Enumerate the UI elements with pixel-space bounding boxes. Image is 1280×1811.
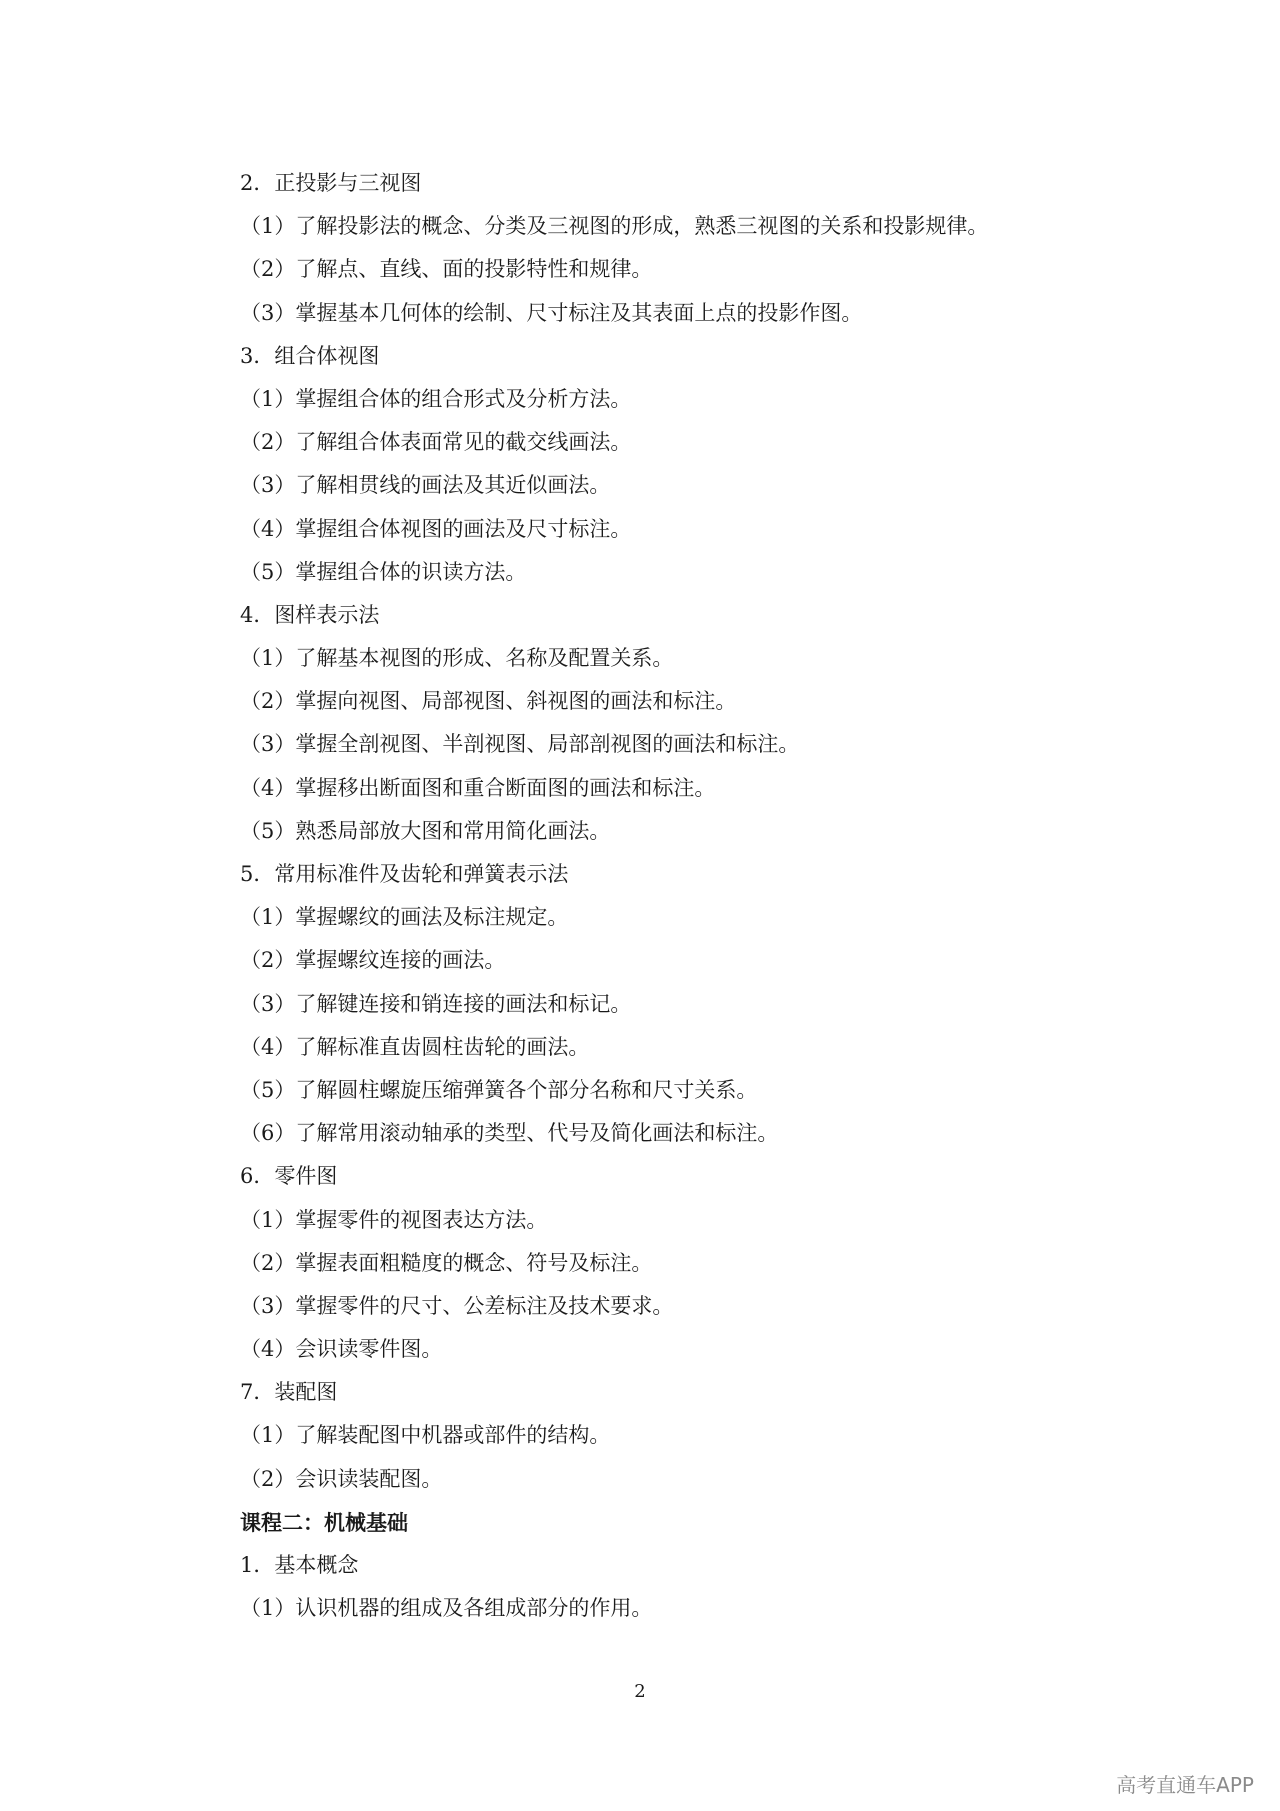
- page-number: 2: [634, 1681, 646, 1702]
- list-item: （1）了解投影法的概念、分类及三视图的形成，熟悉三视图的关系和投影规律。: [240, 214, 989, 239]
- list-item: （6）了解常用滚动轴承的类型、代号及简化画法和标注。: [240, 1121, 779, 1146]
- list-item: （1）掌握螺纹的画法及标注规定。: [240, 905, 569, 930]
- watermark-text: 高考直通车APP: [1116, 1773, 1254, 1797]
- list-item: （5）熟悉局部放大图和常用简化画法。: [240, 818, 611, 843]
- list-item: （2）了解点、直线、面的投影特性和规律。: [240, 257, 653, 282]
- list-item: （2）了解组合体表面常见的截交线画法。: [240, 430, 632, 455]
- page-content: [240, 162, 1100, 1630]
- list-item: （1）掌握零件的视图表达方法。: [240, 1207, 548, 1232]
- course-title: 课程二：机械基础: [240, 1509, 408, 1535]
- section-heading: 4．图样表示法: [240, 602, 380, 627]
- section-heading: 2．正投影与三视图: [240, 171, 422, 195]
- list-item: （2）掌握向视图、局部视图、斜视图的画法和标注。: [240, 689, 737, 714]
- list-item: （4）掌握组合体视图的画法及尺寸标注。: [240, 516, 632, 541]
- list-item: （2）掌握表面粗糙度的概念、符号及标注。: [240, 1250, 653, 1275]
- list-item: （4）掌握移出断面图和重合断面图的画法和标注。: [240, 775, 716, 800]
- list-item: （1）了解装配图中机器或部件的结构。: [240, 1423, 611, 1448]
- list-item: （1）掌握组合体的组合形式及分析方法。: [240, 386, 632, 411]
- list-item: （5）掌握组合体的识读方法。: [240, 559, 527, 584]
- list-item: （1）认识机器的组成及各组成部分的作用。: [240, 1596, 653, 1621]
- section-heading: 7．装配图: [240, 1380, 338, 1405]
- list-item: （2）会识读装配图。: [240, 1466, 443, 1491]
- list-item: （3）掌握零件的尺寸、公差标注及技术要求。: [240, 1293, 674, 1318]
- section-heading: 3．组合体视图: [240, 343, 380, 368]
- section-heading: 5．常用标准件及齿轮和弹簧表示法: [240, 862, 569, 886]
- list-item: （3）了解键连接和销连接的画法和标记。: [240, 991, 632, 1016]
- list-item: （3）掌握全剖视图、半剖视图、局部剖视图的画法和标注。: [240, 732, 800, 757]
- section-heading: 1．基本概念: [240, 1553, 359, 1577]
- list-item: （5）了解圆柱螺旋压缩弹簧各个部分名称和尺寸关系。: [240, 1077, 758, 1102]
- section-heading: 6．零件图: [240, 1164, 338, 1189]
- list-item: （3）掌握基本几何体的绘制、尺寸标注及其表面上点的投影作图。: [240, 300, 863, 325]
- list-item: （4）会识读零件图。: [240, 1337, 443, 1362]
- list-item: （3）了解相贯线的画法及其近似画法。: [240, 473, 611, 498]
- list-item: （4）了解标准直齿圆柱齿轮的画法。: [240, 1034, 590, 1059]
- list-item: （1）了解基本视图的形成、名称及配置关系。: [240, 646, 674, 671]
- list-item: （2）掌握螺纹连接的画法。: [240, 948, 506, 973]
